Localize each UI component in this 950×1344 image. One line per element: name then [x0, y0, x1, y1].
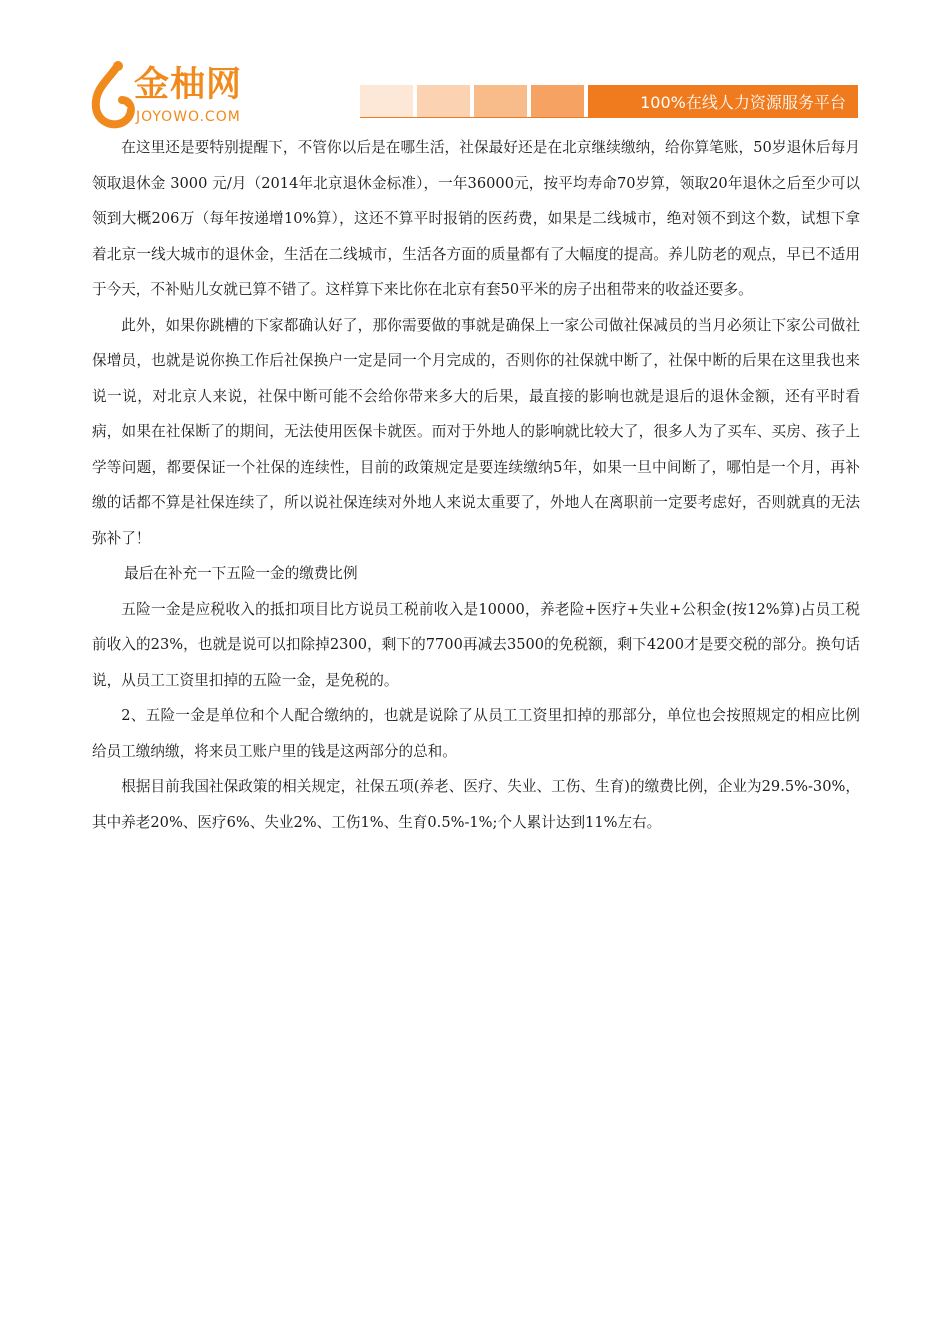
logo-subtext: JOYOWO.COM — [136, 109, 241, 125]
paragraph-heading-contribution: 最后在补充一下五险一金的缴费比例 — [124, 565, 358, 582]
banner-segment — [474, 85, 527, 117]
paragraph-retirement: 在这里还是要特别提醒下，不管你以后是在哪生活，社保最好还是在北京继续缴纳，给你算笔账，50岁退休后每月领取退休金 3000 元/月（2014年北京退休金标准），一年36000元，按平均寿命70岁算，领取20年退休之后至少可以领到大概206万（每年按递增10%算），这还不算平时报销的医药费，如果是二线城市，绝对领不到这个数，试想下拿着北京一线大城市的退休金，生活在二线城市，生活各方面的质量都有了大幅度的提高。养儿防老的观点，早已不适用于今天，不补贴儿女就已算不错了。这样算下来比你在北京有套50平米的房子出租带来的收益还要多。 — [92, 139, 860, 298]
paragraph-contribution-rates: 根据目前我国社保政策的相关规定，社保五项(养老、医疗、失业、工伤、生育)的缴费比例，企业为29.5%-30%，其中养老20%、医疗6%、失业2%、工伤1%、生育0.5%-1%;个人累计达到11%左右。 — [92, 778, 860, 831]
paragraph-job-change: 此外，如果你跳槽的下家都确认好了，那你需要做的事就是确保上一家公司做社保减员的当月必须让下家公司做社保增员，也就是说你换工作后社保换户一定是同一个月完成的，否则你的社保就中断了，社保中断的后果在这里我也来说一说，对北京人来说，社保中断可能不会给你带来多大的后果，最直接的影响也就是退后的退休金额，还有平时看病，如果在社保断了的期间，无法使用医保卡就医。而对于外地人的影响就比较大了，很多人为了买车、买房、孩子上学等问题，都要保证一个社保的连续性，目前的政策规定是要连续缴纳5年，如果一旦中间断了，哪怕是一个月，再补缴的话都不算是社保连续了，所以说社保连续对外地人来说太重要了，外地人在离职前一定要考虑好，否则就真的无法弥补了！ — [92, 316, 860, 547]
logo-text: 金柚网 — [134, 65, 243, 105]
header-banner — [360, 85, 858, 117]
page-header — [0, 0, 950, 135]
banner-segment — [417, 85, 470, 117]
header-divider — [360, 117, 858, 118]
banner-segment — [360, 85, 413, 117]
banner-segment — [531, 85, 584, 117]
paragraph-shared-payment: 2、五险一金是单位和个人配合缴纳的，也就是说除了从员工工资里扣掉的那部分，单位也会按照规定的相应比例给员工缴纳缴，将来员工账户里的钱是这两部分的总和。 — [92, 707, 860, 760]
paragraph-tax-deduction: 五险一金是应税收入的抵扣项目比方说员工税前收入是10000，养老险+医疗+失业+公积金(按12%算)占员工税前收入的23%，也就是说可以扣除掉2300，剩下的7700再减去3500的免税额，剩下4200才是要交税的部分。换句话说，从员工工资里扣掉的五险一金，是免税的。 — [92, 600, 860, 689]
document-body — [92, 130, 860, 840]
banner-slogan: 100%在线人力资源服务平台 — [588, 85, 858, 117]
